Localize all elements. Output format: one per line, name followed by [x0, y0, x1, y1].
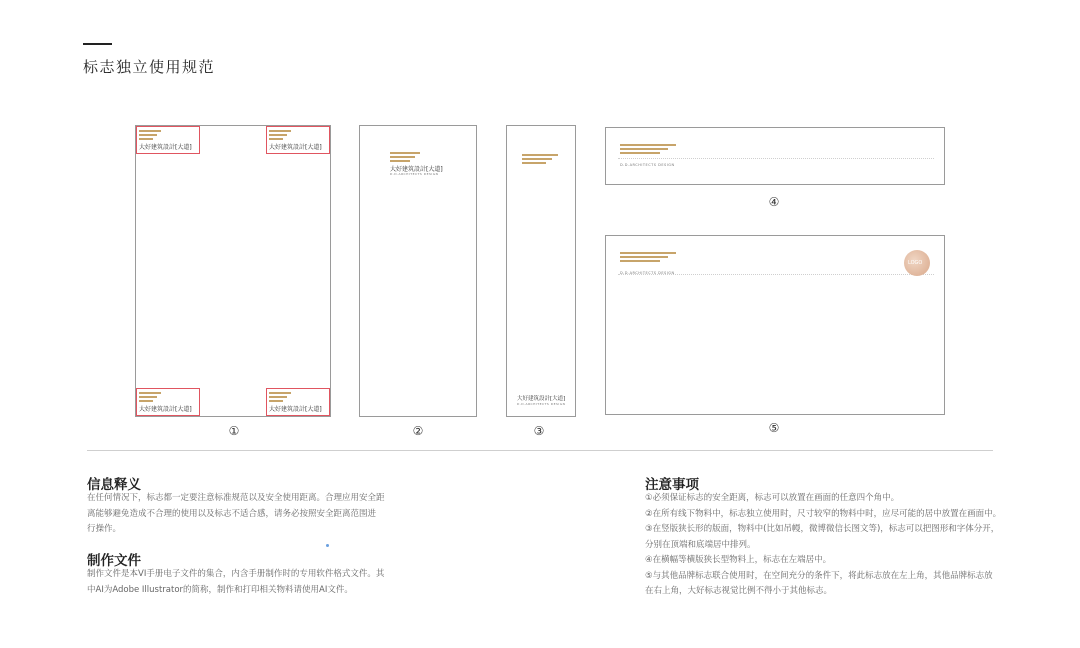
- panel-4-horizontal-banner: [605, 127, 945, 185]
- logo-en-text: D.D.ARCHITECTS DESIGN: [620, 163, 675, 167]
- notes-line: ③在竖版狭长形的版面，物料中(比如吊幔，微博微信长图文等)，标志可以把图形和字体分开，: [645, 524, 1000, 534]
- section-divider: [87, 450, 993, 451]
- logo-top-left: [139, 130, 199, 152]
- panel-1-vertical-page: [135, 125, 331, 417]
- notes-line: 分别在顶端和底端居中排列。: [645, 539, 756, 550]
- logo-left-center: [620, 144, 700, 168]
- files-line: 制作文件是本VI手册电子文件的集合，内含手册制作时的专用软件格式文件。其: [87, 569, 385, 579]
- panel-2-number: ②: [412, 424, 424, 438]
- logo-cn-text: 大好建筑設計[大道]: [269, 406, 322, 413]
- stray-dot: [326, 544, 329, 547]
- files-paragraph: [87, 567, 384, 598]
- panel-1-number: ①: [228, 424, 240, 438]
- notes-line: ①必须保证标志的安全距离，标志可以放置在画面的任意四个角中。: [645, 493, 900, 503]
- logo-centered: [390, 152, 450, 176]
- notes-line: ②在所有线下物料中，标志独立使用时，尺寸较窄的物料中时，应尽可能的居中放置在画面中。: [645, 508, 1002, 519]
- notes-line: ④在横幅等横版狭长型物料上，标志在左端居中。: [645, 555, 832, 565]
- logo-top-right: [269, 130, 329, 152]
- partner-logo-text: LOGO: [908, 260, 923, 266]
- page-title: 标志独立使用规范: [83, 58, 216, 76]
- logo-cn-text: 大好建筑設計[大道]: [517, 396, 566, 402]
- panel-4-number: ④: [768, 195, 780, 209]
- logo-en-text: D.D.ARCHITECTS DESIGN: [390, 172, 439, 176]
- info-line: 行操作。: [87, 524, 122, 534]
- notes-heading: 注意事项: [645, 477, 699, 493]
- panel-3-number: ③: [533, 424, 545, 438]
- info-paragraph: [87, 491, 385, 538]
- files-heading: 制作文件: [87, 553, 141, 569]
- title-accent-bar: [83, 43, 112, 45]
- info-line: 在任何情况下，标志都一定要注意标准规范以及安全使用距离。合理应用安全距: [87, 493, 385, 503]
- panel-5-number: ⑤: [768, 421, 780, 435]
- logo-cn-text: 大好建筑設計[大道]: [269, 144, 322, 151]
- logo-top-left: [620, 252, 700, 276]
- logo-graphic-top: [522, 154, 562, 166]
- logo-bottom-right: [269, 392, 329, 414]
- logo-en-text: D.D.ARCHITECTS DESIGN: [517, 402, 566, 406]
- logo-text-bottom: [517, 394, 573, 408]
- logo-cn-text: 大好建筑設計[大道]: [139, 144, 192, 151]
- panel-5-co-branding: [605, 235, 945, 415]
- logo-cn-text: 大好建筑設計[大道]: [139, 406, 192, 413]
- logo-bottom-left: [139, 392, 199, 414]
- notes-line: 在右上角，大好标志视觉比例不得小于其他标志。: [645, 586, 833, 596]
- panel-3-banner-vertical: [506, 125, 576, 417]
- panel-2-narrow-page: [359, 125, 477, 417]
- notes-paragraph: [645, 491, 1001, 600]
- info-line: 离能够避免造成不合理的使用以及标志不适合感，请务必按照安全距离范围进: [87, 508, 377, 519]
- logo-en-text: D.D.ARCHITECTS DESIGN: [620, 271, 675, 275]
- logo-cn-text: 大好建筑設計[大道]: [390, 166, 443, 173]
- notes-line: ⑤与其他品牌标志联合使用时，在空间充分的条件下，将此标志放在左上角，其他品牌标志放: [645, 570, 993, 581]
- files-line: 中AI为Adobe Illustrator的简称，制作和打印相关物料请使用AI文件。: [87, 584, 353, 595]
- info-heading: 信息释义: [87, 477, 141, 493]
